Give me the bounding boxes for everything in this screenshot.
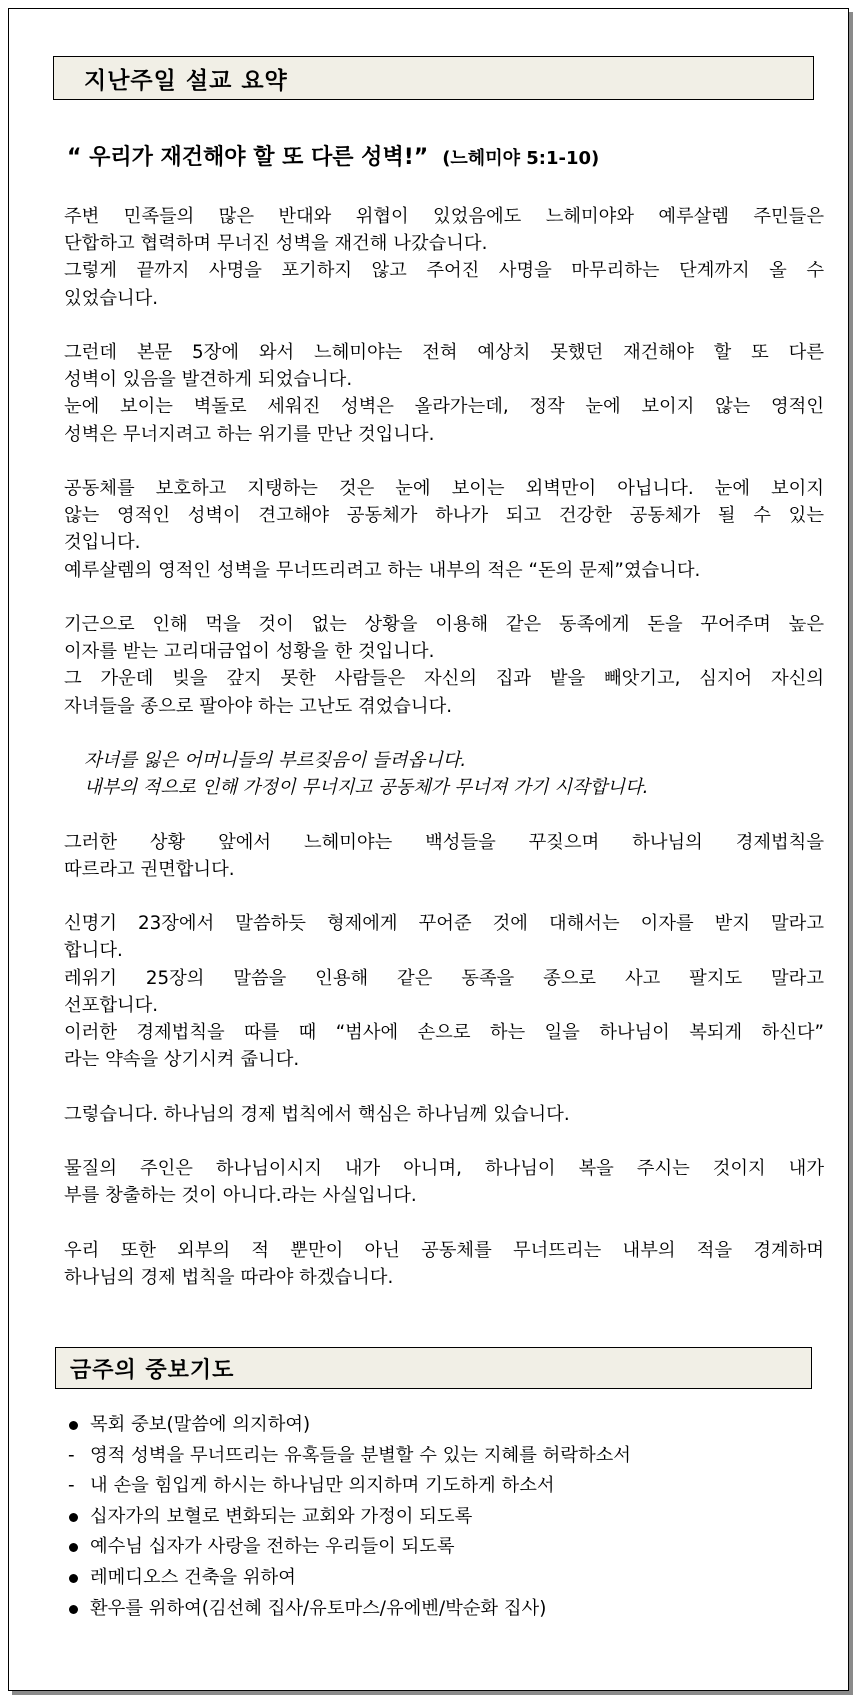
sermon-line: 공동체를 보호하고 지탱하는 것은 눈에 보이는 외벽만이 아닙니다. 눈에 보이지 <box>64 478 824 499</box>
sermon-line: 성벽은 무너지려고 하는 위기를 만난 것입니다. <box>64 423 435 445</box>
sermon-line: 물질의 주인은 하나님이시지 내가 아니며, 하나님이 복을 주시는 것이지 내가 <box>64 1157 824 1179</box>
sermon-line: 합니다. <box>64 940 123 962</box>
prayer-item <box>68 1594 788 1625</box>
prayer-item <box>68 1563 788 1594</box>
prayer-item-text: 목회 중보(말씀에 의지하여) <box>90 1414 311 1435</box>
dash-marker: - <box>68 1444 75 1466</box>
sermon-paragraph <box>64 910 824 1073</box>
sermon-line: 눈에 보이는 벽돌로 세워진 성벽은 올라가는데, 정작 눈에 보이지 않는 영적인 <box>64 396 824 418</box>
sermon-line: 그러한 상황 앞에서 느헤미야는 백성들을 꾸짖으며 하나님의 경제법칙을 <box>64 831 824 853</box>
sermon-line: 것입니다. <box>64 532 141 554</box>
sermon-line: 있었습니다. <box>64 287 159 309</box>
prayer-item-text: 영적 성벽을 무너뜨리는 유혹들을 분별할 수 있는 지혜를 허락하소서 <box>90 1444 631 1466</box>
bullet-icon <box>68 1563 90 1594</box>
prayer-item <box>68 1441 788 1472</box>
sermon-body <box>64 203 824 1318</box>
prayer-item-text: 예수님 십자가 사랑을 전하는 우리들이 되도록 <box>90 1536 455 1558</box>
prayer-item-text: 환우를 위하여(김선혜 집사/유토마스/유에벤/박순화 집사) <box>90 1597 547 1619</box>
bullet-dot-icon <box>69 1513 78 1522</box>
prayer-item <box>68 1502 788 1533</box>
sermon-line: 성벽이 있음을 발견하게 되었습니다. <box>64 369 353 391</box>
sermon-line: 그렇습니다. 하나님의 경제 법칙에서 핵심은 하나님께 있습니다. <box>64 1103 570 1125</box>
sermon-line: 하나님의 경제 법칙을 따라야 하겠습니다. <box>64 1266 394 1288</box>
sermon-title <box>67 140 599 171</box>
sermon-line: 라는 약속을 상기시켜 줍니다. <box>64 1049 300 1071</box>
prayer-item <box>68 1532 788 1563</box>
bullet-icon <box>68 1410 90 1441</box>
prayer-item <box>68 1410 788 1441</box>
sermon-paragraph <box>64 203 824 312</box>
sermon-paragraph <box>64 1155 824 1209</box>
dash-marker: - <box>68 1475 75 1497</box>
bullet-dot-icon <box>69 1574 78 1583</box>
bullet-icon <box>68 1594 90 1625</box>
sermon-line: 단합하고 협력하며 무너진 성벽을 재건해 나갔습니다. <box>64 233 488 255</box>
sermon-line: 우리 또한 외부의 적 뿐만이 아닌 공동체를 무너뜨리는 내부의 적을 경계하며 <box>64 1239 824 1261</box>
prayer-item-text: 십자가의 보혈로 변화되는 교회와 가정이 되도록 <box>90 1505 473 1527</box>
sermon-line: 레위기 25장의 말씀을 인용해 같은 동족을 종으로 사고 팔지도 말라고 <box>64 967 824 989</box>
sermon-scripture-reference: (느헤미야 5:1-10) <box>442 148 600 169</box>
sermon-title-text: “ 우리가 재건해야 할 또 다른 성벽!” <box>67 145 429 170</box>
prayer-item <box>68 1471 788 1502</box>
sermon-line: 않는 영적인 성벽이 견고해야 공동체가 하나가 되고 건강한 공동체가 될 수 있는 <box>64 505 824 527</box>
prayer-list <box>68 1410 788 1624</box>
sermon-line: 그런데 본문 5장에 와서 느헤미야는 전혀 예상치 못했던 재건해야 할 또 다른 <box>64 342 824 363</box>
sermon-line: 선포합니다. <box>64 994 159 1016</box>
prayer-heading <box>55 1347 812 1389</box>
sermon-paragraph <box>64 339 824 448</box>
sermon-line: 이러한 경제법칙을 따를 때 “범사에 손으로 하는 일을 하나님이 복되게 하신다” <box>64 1022 824 1043</box>
sermon-quote-paragraph <box>64 747 824 801</box>
sermon-line: 신명기 23장에서 말씀하듯 형제에게 꾸어준 것에 대해서는 이자를 받지 말라고 <box>64 913 824 935</box>
sermon-paragraph <box>64 1101 824 1128</box>
sermon-line: 그 가운데 빚을 갚지 못한 사람들은 자신의 집과 밭을 빼앗기고, 심지어 자신의 <box>64 668 824 690</box>
sermon-paragraph <box>64 475 824 584</box>
sermon-line: 이자를 받는 고리대금업이 성황을 한 것입니다. <box>64 641 435 663</box>
sermon-paragraph <box>64 829 824 883</box>
bullet-dot-icon <box>69 1605 78 1614</box>
sermon-paragraph <box>64 611 824 720</box>
sermon-line: 따르라고 권면합니다. <box>64 858 235 880</box>
sermon-line: 자녀들을 종으로 팔아야 하는 고난도 겪었습니다. <box>64 695 453 717</box>
sermon-paragraph <box>64 1237 824 1291</box>
sermon-summary-heading <box>53 56 814 100</box>
bullet-dot-icon <box>69 1421 78 1430</box>
prayer-heading-text: 금주의 중보기도 <box>70 1357 235 1383</box>
sermon-line: 예루살렘의 영적인 성벽을 무너뜨리려고 하는 내부의 적은 “돈의 문제”였습니다. <box>64 559 701 581</box>
sermon-line: 그렇게 끝까지 사명을 포기하지 않고 주어진 사명을 마무리하는 단계까지 올 수 <box>64 260 824 282</box>
bullet-icon <box>68 1532 90 1563</box>
bullet-dot-icon <box>69 1543 78 1552</box>
prayer-item-text: 내 손을 힘입게 하시는 하나님만 의지하며 기도하게 하소서 <box>90 1475 555 1497</box>
sermon-line: 자녀를 잃은 어머니들의 부르짖음이 들려옵니다. <box>84 750 467 771</box>
bullet-icon <box>68 1502 90 1533</box>
sermon-line: 내부의 적으로 인해 가정이 무너지고 공동체가 무너져 가기 시작합니다. <box>84 777 649 799</box>
prayer-item-text: 레메디오스 건축을 위하여 <box>90 1566 296 1588</box>
sermon-line: 기근으로 인해 먹을 것이 없는 상황을 이용해 같은 동족에게 돈을 꾸어주며 높은 <box>64 614 824 635</box>
sermon-line: 주변 민족들의 많은 반대와 위협이 있었음에도 느헤미야와 예루살렘 주민들은 <box>64 206 824 227</box>
sermon-line: 부를 창출하는 것이 아니다.라는 사실입니다. <box>64 1185 417 1207</box>
sermon-summary-heading-text: 지난주일 설교 요약 <box>84 67 288 94</box>
